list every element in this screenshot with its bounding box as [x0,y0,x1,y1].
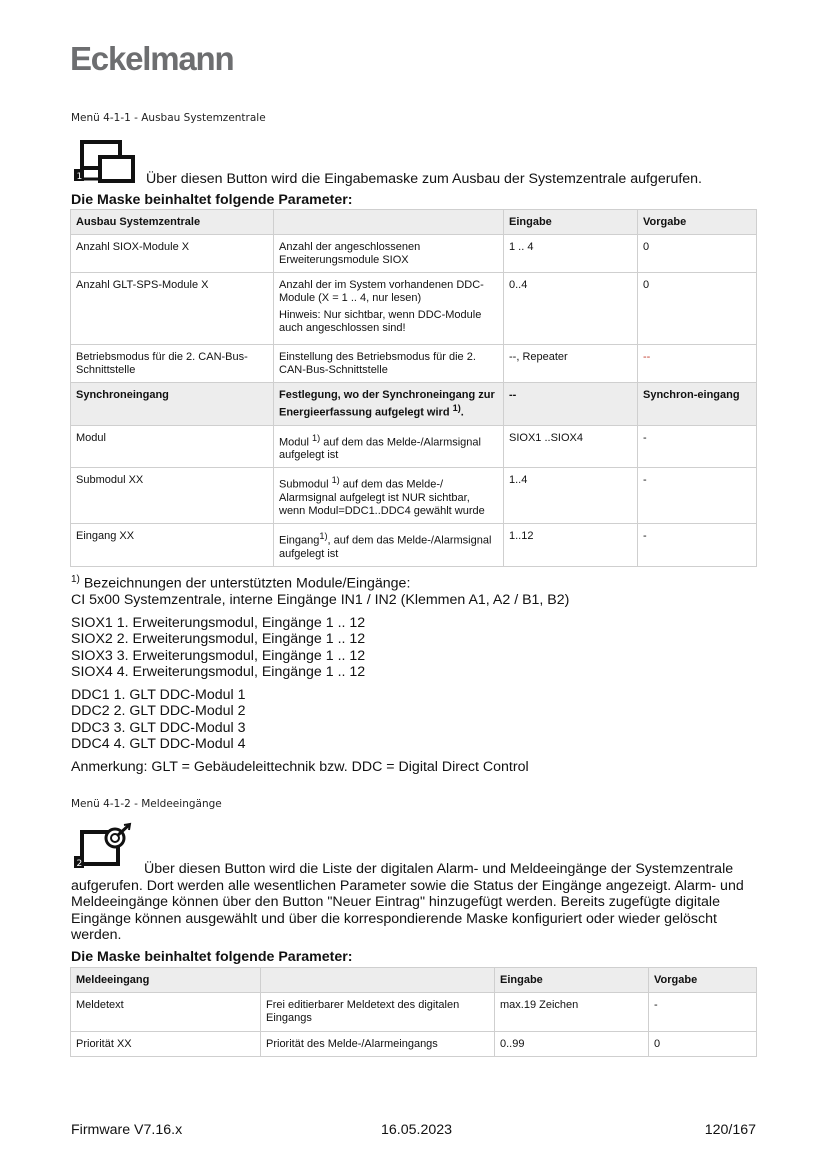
table-cell: max.19 Zeichen [495,993,649,1032]
footnote-line: DDC4 4. GLT DDC-Modul 4 [71,736,246,753]
menu-title-4-1-2: Menü 4-1-2 - Meldeeingänge [71,798,222,810]
table-subheader-row [71,383,757,426]
table-cell: - [638,523,757,566]
cell-text: Eingang [279,534,320,547]
cell-text: Submodul [279,478,332,491]
table-header: Eingabe [504,210,638,235]
footnote-ref: 1) [319,530,328,541]
table-header: Vorgabe [638,210,757,235]
table-cell: 0 [649,1032,757,1057]
table-header [261,968,495,993]
table-row [71,523,757,566]
section1-intro: Über diesen Button wird die Eingabemaske zum Ausbau der Systemzentrale aufgerufen. [146,171,702,187]
table-header: Ausbau Systemzentrale [71,210,274,235]
table-cell: Anzahl GLT-SPS-Module X [71,273,274,345]
footnote-remark: Anmerkung: GLT = Gebäudeleittechnik bzw. DDC = Digital Direct Control [71,758,529,775]
table-cell: 1..12 [504,523,638,566]
footer-page-number: 120/167 [704,1122,756,1138]
icon-badge: 2 [76,859,83,869]
footnote-line: SIOX4 4. Erweiterungsmodul, Eingänge 1 .. 12 [71,664,366,681]
system-expansion-icon[interactable] [71,137,139,190]
table-header [274,210,504,235]
table-cell: 1..4 [504,468,638,524]
table-cell: SIOX1 ..SIOX4 [504,425,638,468]
section1-heading: Die Maske beinhaltet folgende Parameter: [71,192,353,208]
menu-title-4-1-1: Menü 4-1-1 - Ausbau Systemzentrale [71,112,266,124]
footnote-block [71,572,771,775]
table-cell: Eingang XX [71,523,274,566]
table-cell [274,523,504,566]
table-cell: Anzahl SIOX-Module X [71,235,274,273]
footnote-mark: 1) [71,574,80,585]
table-cell [274,235,504,273]
table-cell: Meldetext [71,993,261,1032]
footnote-line: DDC2 2. GLT DDC-Modul 2 [71,703,246,720]
cell-text: Anzahl der angeschlossenen Erweiterungsmodule SIOX [279,241,421,266]
footnote-ref: 1) [452,403,461,413]
footnote-ref: 1) [331,475,340,486]
footer-date: 16.05.2023 [381,1122,453,1138]
table-cell: Betriebsmodus für die 2. CAN-Bus-Schnittstelle [71,345,274,383]
table-row [71,468,757,524]
footnote-line: DDC1 1. GLT DDC-Modul 1 [71,686,246,703]
signal-inputs-table [70,967,757,1057]
table-cell: Frei editierbarer Meldetext des digitalen Eingangs [261,993,495,1032]
table-cell: - [638,425,757,468]
table-row [71,993,757,1032]
table-cell: Submodul XX [71,468,274,524]
table-row [71,273,757,345]
table-cell: Priorität des Melde-/Alarmeingangs [261,1032,495,1057]
table-cell: - [638,468,757,524]
cell-text: Modul [279,436,313,449]
table-cell: -- [504,383,638,426]
footnote-line: SIOX3 3. Erweiterungsmodul, Eingänge 1 .. 12 [71,647,366,664]
footnote-line: DDC3 3. GLT DDC-Modul 3 [71,719,246,736]
cell-text: auf dem das Melde-/ Alarmsignal aufgelegt ist NUR sichtbar, wenn Modul=DDC1..DDC4 gewählt wurde [279,478,485,517]
table-cell: Einstellung des Betriebsmodus für die 2. CAN-Bus-Schnittstelle [274,345,504,383]
footer-firmware: Firmware V7.16.x [71,1122,183,1138]
footnote-line: CI 5x00 Systemzentrale, interne Eingänge IN1 / IN2 (Klemmen A1, A2 / B1, B2) [71,592,570,609]
cell-text: , auf dem das Melde-/Alarmsignal aufgelegt ist [279,534,492,560]
table-cell: 0..99 [495,1032,649,1057]
table-cell: Synchron-eingang [638,383,757,426]
system-expansion-table [70,209,757,567]
table-cell: Priorität XX [71,1032,261,1057]
footnote-line: SIOX1 1. Erweiterungsmodul, Eingänge 1 .. 12 [71,614,366,631]
table-cell: 0..4 [504,273,638,345]
table-cell: Synchroneingang [71,383,274,426]
table-cell [274,468,504,524]
table-cell: - [649,993,757,1032]
table-row [71,345,757,383]
table-row [71,235,757,273]
cell-text: . [460,406,464,419]
company-logo: Eckelmann [70,40,234,77]
section2-intro: Über diesen Button wird die Liste der digitalen Alarm- und Meldeeingänge der Systemzentrale aufgerufen. Dort werden alle wesentlichen Parameter sowie die Status der Eingänge angezeigt. Alarm- und Meldeeingänge können über den Button "Neuer Eintrag" hinzugefügt werden. Bereits zugefügte digitale Eingänge können ausgewählt und über die korrespondierende Maske konfiguriert oder wieder gelöscht werden. [71,861,744,943]
footnote-line: SIOX2 2. Erweiterungsmodul, Eingänge 1 .. 12 [71,631,366,648]
table-cell: -- [638,345,757,383]
icon-badge: 1 [76,172,83,182]
section2-heading: Die Maske beinhaltet folgende Parameter: [71,949,353,965]
table-header: Eingabe [495,968,649,993]
table-cell [274,383,504,426]
cell-text: Anzahl der im System vorhandenen DDC-Module (X = 1 .. 4, nur lesen) [279,279,484,304]
table-row [71,425,757,468]
table-header: Meldeeingang [71,968,261,993]
table-row [71,1032,757,1057]
footnote-title: Bezeichnungen der unterstützten Module/Eingänge: [79,575,411,592]
table-cell: 0 [638,273,757,345]
table-cell: 0 [638,235,757,273]
cell-text: Festlegung, wo der Synchroneingang zur Energieerfassung aufgelegt wird [279,389,495,419]
footnote-ref: 1) [312,432,321,443]
table-header: Vorgabe [649,968,757,993]
table-cell [274,425,504,468]
table-cell: 1 .. 4 [504,235,638,273]
table-cell: --, Repeater [504,345,638,383]
table-cell [274,273,504,345]
cell-text: auf dem das Melde-/Alarmsignal aufgelegt ist [279,436,481,462]
table-cell: Modul [71,425,274,468]
cell-note: Hinweis: Nur sichtbar, wenn DDC-Module auch angeschlossen sind! [279,309,482,334]
